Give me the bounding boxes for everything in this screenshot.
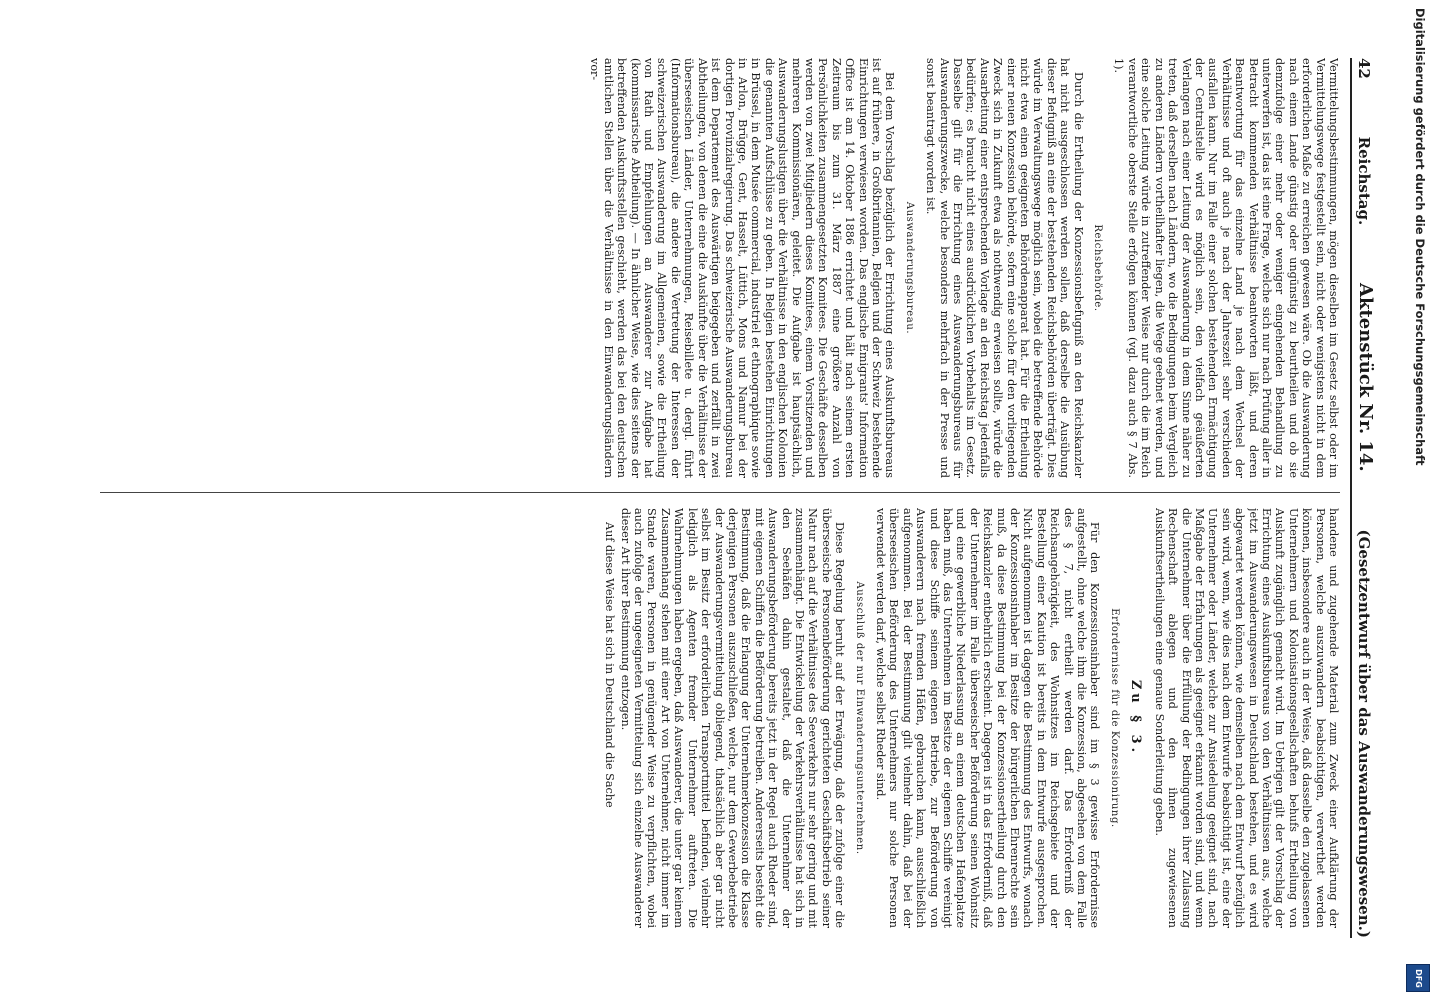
issue-label: Aktenstück Nr. 14. <box>1355 283 1376 472</box>
publication-title: Reichstag. <box>1355 136 1373 226</box>
dfg-logo-text: DFG <box>1413 968 1423 988</box>
right-subheading-1: Erfordernisse für die Konzessionirung. <box>1108 608 1120 828</box>
right-paragraph-1: handene und zugehende Material zum Zweck einer Aufklärung der Personen, welche auszuwandern beabsichtigen, verwerthet werden können, insbesondere auch in der Weise, daß dasselbe den zugelassenen Unternehmern und Kolonisationsgesellschaften behufs Ertheilung von Auskunft zugänglich gemacht wird. Im Uebrigen gilt der Vorschlag der Errichtung eines Auskunftsbureaus von den Verhältnissen aus, welche jetzt im Auswanderungswesen in Deutschland bestehen, und es wird abgewartet werden können, wie demselben nach dem Entwurf bezüglich sein wird, wenn, wie dies nach dem Entwurfe beabsichtigt ist, eine der Unternehmer oder Länder, welche zur Ansiedelung geeignet sind, nach Maßgabe der Erfahrungen als geeignet erkannt worden sind, und wenn die Unternehmer über die Erfüllung der Bedingungen ihrer Zulassung Rechenschaft ablegen und den ihnen zugewiesenen Auskunftsertheilungen eine genaue Sonderleitung geben. <box>1152 508 1340 928</box>
left-subheading-1: Reichsbehörde. <box>1092 224 1104 312</box>
column-divider <box>100 492 1340 493</box>
digitization-notice <box>1408 4 1432 968</box>
page-header <box>1350 58 1380 938</box>
page-number: 42 <box>1355 58 1373 79</box>
right-column <box>100 508 1340 928</box>
right-paragraph-3: Diese Regelung beruht auf der Erwägung, daß der zufolge einer die überseeische Personenbeförderung gerichteten Geschäftsbetrieb seiner Natur nach auf die Verhältnisse des Seeverkehrs nur sehr gering und mit zusammenhängt. Die Entwickelung der Verkehrsverhältnisse hat sich in den Seehäfen dahin gestaltet, daß die Unternehmer der Auswanderungsbeförderung bereits jetzt in der Regel auch Rheder sind, mit eigenen Schiffen die Beförderung betreiben. Andererseits besteht die Bestimmung, daß die Erlangung der Unternehmerkonzession die Klasse derjenigen Personen auszuschließen, welche, nur dem Gewerbebetriebe der Auswanderungsvermittelung obliegend, thatsächlich aber gar nicht selbst im Besitz der erforderlichen Transportmittel befinden, vielmehr lediglich als Agenten fremder Unternehmer auftreten. Die Wahrnehmungen haben ergeben, daß Auswanderer, die unter gar keinem Zusammenhang stehen mit einer Art von Unternehmer, nicht immer im Stande waren, Personen in genügender Weise zu verpflichten, wobei auch zufolge der ungeeigneten Vermittelung sich einzelne Auswanderer dieser Art ihrer Bestimmung entzogen. <box>618 508 847 928</box>
rotated-scanned-page <box>90 58 1380 938</box>
digitization-notice-text: Digitalisierung gefördert durch die Deutsche Forschungsgemeinschaft <box>1413 8 1427 466</box>
section-heading: Zu § 3. <box>1128 679 1144 757</box>
left-paragraph-1: Vermittelungsbestimmungen, mögen dieselben im Gesetz selbst oder im Vermittelungswege festgestellt sein, nicht oder wenigstens nicht in dem erforderlichen Maße zu erreichen gewesen wäre. Ob die Auswanderung nach einem Lande günstig oder ungünstig zu beurtheilen und ob sie demzufolge einer mehr oder weniger eingehenden Behandlung zu unterwerfen ist, das ist eine Frage, welche sich nur nach Prüfung aller in Betracht kommenden Verhältnisse beantworten läßt, und deren Beantwortung für das einzelne Land je nach dem Wechsel der Verhältnisse und oft auch je nach der Jahreszeit sehr verschieden ausfallen kann. Nur im Falle einer solchen bestehenden Ermächtigung der Centralstelle wird es möglich sein, den vielfach geäußerten Verlangen nach einer Leitung der Auswanderung in dem Sinne näher zu treten, daß derselben nach Ländern, wo die Bedingungen beim Vergleich zu anderen Ländern vortheilhafter liegen, die Wege geebnet werden, und eine solche Leitung würde in zutreffender Weise nur durch die im Reich verantwortliche oberste Stelle erfolgen können (vgl. dazu auch § 7 Abs. 1). <box>1112 58 1340 478</box>
left-paragraph-2: Durch die Ertheilung der Konzessionsbefugniß an den Reichskanzler hat nicht ausgeschlossen werden sollen, daß derselbe die Ausübung dieser Befugniß an eine der bestehenden Reichsbehörden überträgt. Dies würde im Verwaltungswege möglich sein, wobei die betreffende Behörde nicht etwa einen geeigneten Behördenapparat hat. Für die Ertheilung einer neuen Konzession behörde, sofern eine solche für den vorliegenden Zweck sich in Zukunft etwa als nothwendig erweisen sollte, würde die Ausarbeitung einer entsprechenden Vorlage an den Reichstag jedenfalls bedürfen; es braucht nicht eines ausdrücklichen Vorbehalts im Gesetz. Dasselbe gilt für die Errichtung eines Auswanderungsbureaus für Auswanderungszwecke, welche besonders mehrfach in der Presse und sonst beantragt worden ist. <box>924 58 1085 478</box>
right-paragraph-4: Auf diese Weise hat sich in Deutschland die Sache <box>603 522 617 808</box>
right-paragraph-2: Für den Konzessionsinhaber sind im § 3 gewisse Erfordernisse aufgestellt, ohne welche ihm die Konzession, abgesehen von dem Falle des § 7, nicht ertheilt werden darf. Das Erforderniß der Reichsangehörigkeit, des Wohnsitzes im Reichsgebiete und der Bestellung einer Kaution ist bereits in dem Entwurfe ausgesprochen. Nicht aufgenommen ist dagegen die Bestimmung des Entwurfs, wonach der Konzessionsinhaber im Besitze der bürgerlichen Ehrenrechte sein muß, da diese Bestimmung bei der Konzessionsertheilung durch den Reichskanzler entbehrlich erscheint. Dagegen ist in das Erforderniß, daß der Unternehmer im Falle überseeischer Beförderung seinen Wohnsitz und eine gewerbliche Niederlassung an einem deutschen Hafenplatze haben muß, das Unternehmen im Besitze der eigenen Schiffe vereinigt und diese Schiffe seinem eigenen Betriebe, zur Beförderung von Auswanderern nach fremden Häfen, gebrauchen kann, ausschließlich aufgenommen. Bei der Bestimmung gilt vielmehr dahin, daß bei der überseeischen Beförderung des Unternehmers nur solche Personen verwendet werden darf, welche selbst Rheder sind. <box>874 508 1102 928</box>
left-paragraph-3: Bei dem Vorschlag bezüglich der Errichtung eines Auskunftsbureaus ist auf frühere, in Großbritannien, Belgien und der Schweiz bestehende Einrichtungen verwiesen worden. Das englische Emigrants' Information Office ist am 14. Oktober 1886 errichtet und hält nach seinem ersten Zeitraum bis zum 31. März 1887 eine größere Anzahl von Persönlichkeiten zusammengesetzten Komitees. Die Geschäfte desselben werden von zwei Mitgliedern dieses Komitees, einem Vorsitzenden und mehreren Kommissionären, geleitet. Die Aufgabe ist hauptsächlich, Auswanderungslustigen über die Verhältnisse in den englischen Kolonien die genannten Aufschlüsse zu geben. In Belgien bestehen Einrichtungen in Brüssel, in dem Musée commercial, industriel et ethnographique sowie in Arlon, Brügge, Gent, Hasselt, Lüttich, Mons und Namur bei der dortigen Provinzialregierung. Das schweizerische Auswanderungsbureau ist dem Departement des Auswärtigen beigegeben und zerfällt in zwei Abtheilungen, von denen die eine die Auskünfte über die Verhältnisse der überseeischen Länder, Unternehmungen, Reisebillete u. dergl. führt (Informationsbureau), die andere die Vertretung der Interessen der schweizerischen Auswanderung im Allgemeinen, sowie die Ertheilung von Rath und Empfehlungen an Auswanderer zur Aufgabe hat (kommissarische Abtheilung). — In ähnlicher Weise, wie dies seitens der betreffenden Auskunftsstellen geschieht, werden das bei den deutschen amtlichen Stellen über die Verhältnisse in den Einwanderungsländern vor- <box>588 58 897 478</box>
left-column <box>100 58 1340 478</box>
left-subheading-2: Auswanderungsbureau. <box>903 201 915 335</box>
document-subject: (Gesetzentwurf über das Auswanderungswesen.) <box>1355 529 1373 938</box>
dfg-logo-icon <box>1406 964 1430 992</box>
right-subheading-2: Ausschluß der nur Einwanderungsunternehmen. <box>853 581 865 855</box>
